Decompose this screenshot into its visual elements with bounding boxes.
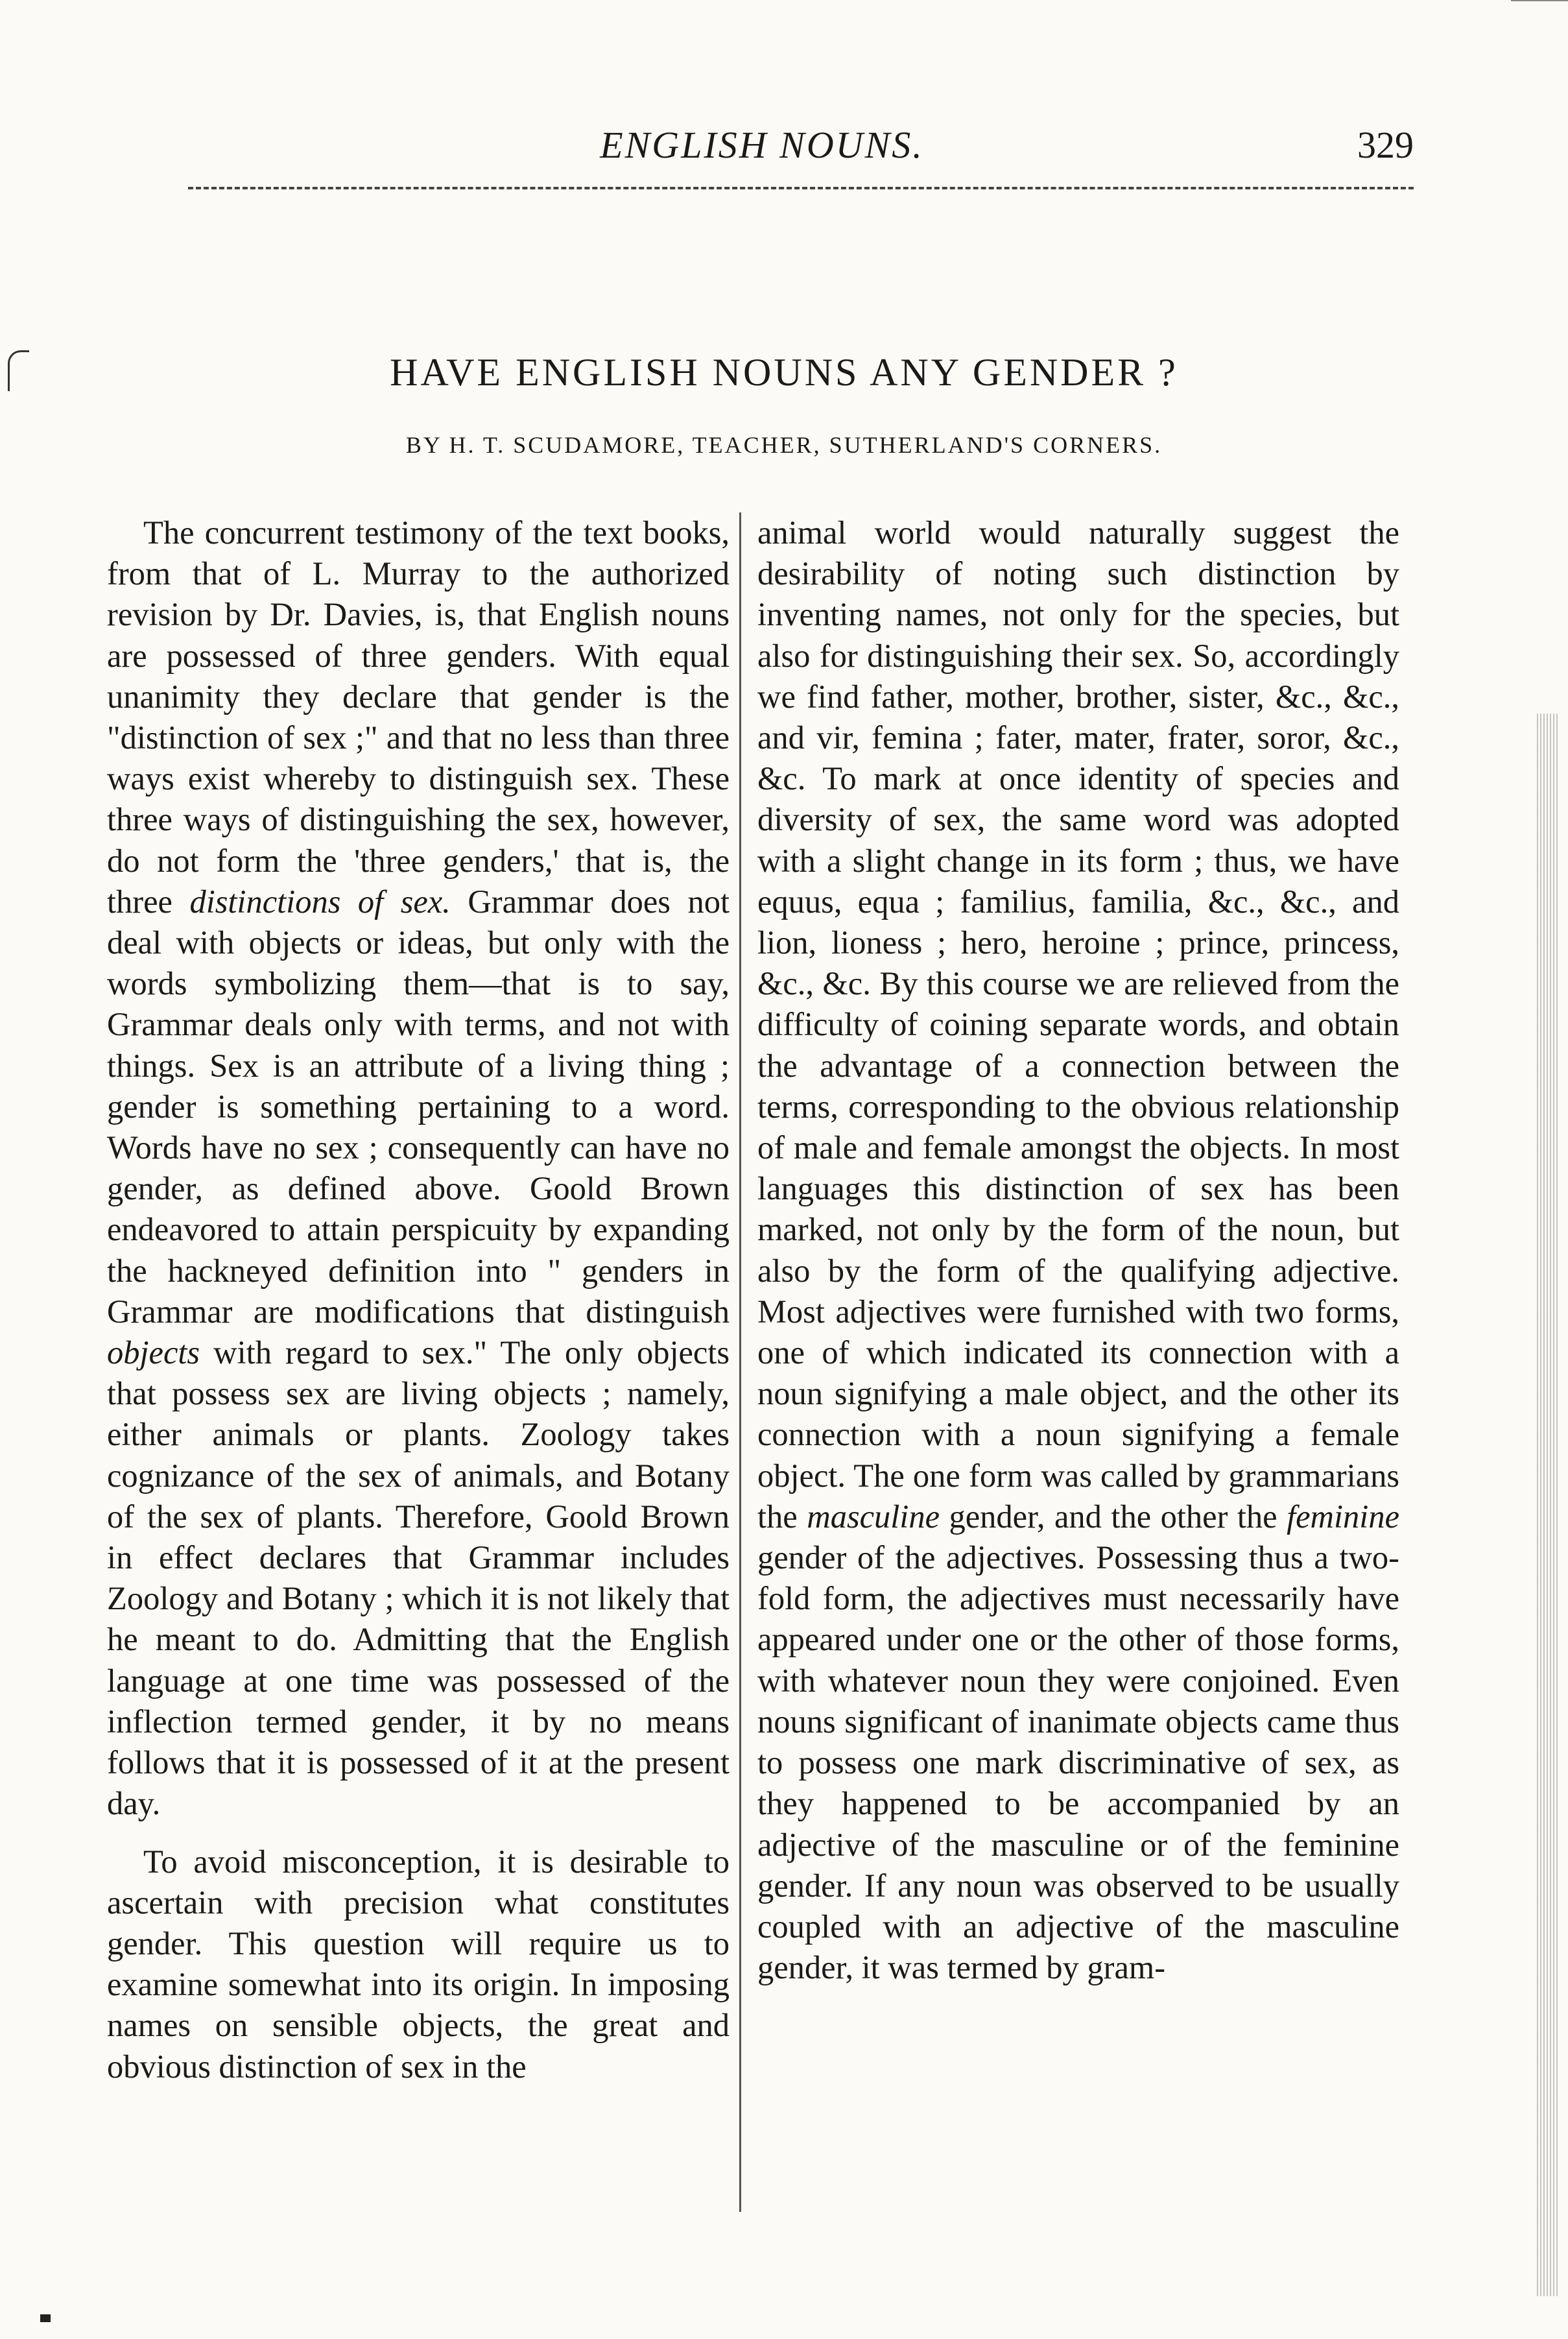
paragraph (757, 512, 1399, 1988)
running-head (110, 117, 1414, 175)
article-byline: BY H. T. SCUDAMORE, TEACHER, SUTHERLAND'S CORNERS. (405, 432, 1163, 458)
page-number: 329 (1357, 124, 1414, 166)
italic-text: masculine (807, 1498, 940, 1535)
paragraph: To avoid misconception, it is desirable to ascertain with precision what constitutes gender. This question will require us to examine somewhat into its origin. In imposing names on sensible objects, the great and obvious distinction of sex in the (107, 1843, 730, 2085)
text-run: Grammar does not deal with objects or ideas, but only with the words symbolizing them—that is to say, Grammar deals only with terms, and not with things. Sex is an attribute of a living thing ; gender is something pertaining to a word. Words have no sex ; consequently can have no gender, as defined above. Goold Brown endeavored to attain perspicuity by expanding the hackneyed definition into " genders in Grammar are modifications that distinguish (107, 883, 730, 1330)
ink-speck-mark (40, 2314, 51, 2322)
text-run: gender, and the other the (939, 1498, 1287, 1535)
text-run: with regard to sex." The only objects that possess sex are living objects ; namely, either animals or plants. Zoology takes cognizance of the sex of animals, and Botany of the sex of plants. Therefore, Goold Brown in effect declares that Grammar includes Zoology and Botany ; which it is not likely that he meant to do. Admitting that the English language at one time was possessed of the inflection termed gender, it by no means follows that it is possessed of it at the present day. (107, 1334, 730, 1822)
left-column (107, 512, 730, 2087)
running-head-title: ENGLISH NOUNS. (600, 124, 924, 166)
text-run: gender of the adjectives. Possessing thus a two-fold form, the adjectives must necessarily have appeared under one or the other of those forms, with whatever noun they were conjoined. Even nouns significant of inanimate objects came thus to possess one mark discriminative of sex, as they happened to be accompanied by an adjective of the masculine or of the feminine gender. If any noun was observed to be usually coupled with an adjective of the masculine gender, it was termed by gram- (757, 1539, 1399, 1986)
text-run: animal world would naturally suggest the desirability of noting such distinction by inventing names, not only for the species, but also for distinguishing their sex. So, accordingly we find father, mother, brother, sister, &c., &c., and vir, femina ; fater, mater, frater, soror, &c., &c. To mark at once identity of species and diversity of sex, the same word was adopted with a slight change in its form ; thus, we have equus, equa ; familius, familia, &c., &c., and lion, lioness ; hero, heroine ; prince, princess, &c., &c. By this course we are relieved from the difficulty of coining separate words, and obtain the advantage of a connection between the terms, corresponding to the obvious relationship of male and female amongst the objects. In most languages this distinction of sex has been marked, not only by the form of the noun, but also by the form of the qualifying adjective. Most adjectives were furnished with two forms, one of which indicated its connection with a noun signifying a male object, and the other its connection with a noun signifying a female object. The one form was called by grammarians the (757, 514, 1399, 1535)
text-run: The concurrent testimony of the text books, from that of L. Murray to the authorized revision by Dr. Davies, is, that English nouns are possessed of three genders. With equal unanimity they declare that gender is the "distinction of sex ;" and that no less than three ways exist whereby to distinguish sex. These three ways of distinguishing the sex, however, do not form the 'three genders,' that is, the three (107, 514, 730, 920)
paragraph (107, 512, 730, 1825)
column-divider (739, 512, 741, 2212)
italic-text: distinctions of sex. (189, 883, 451, 920)
italic-text: feminine (1287, 1498, 1399, 1535)
article-title: HAVE ENGLISH NOUNS ANY GENDER ? (390, 351, 1178, 394)
italic-text: objects (107, 1334, 200, 1371)
page-edge-shadow (1537, 714, 1559, 2296)
header-rule (188, 187, 1414, 189)
right-column (757, 512, 1399, 1988)
top-edge-line (1511, 0, 1568, 1)
